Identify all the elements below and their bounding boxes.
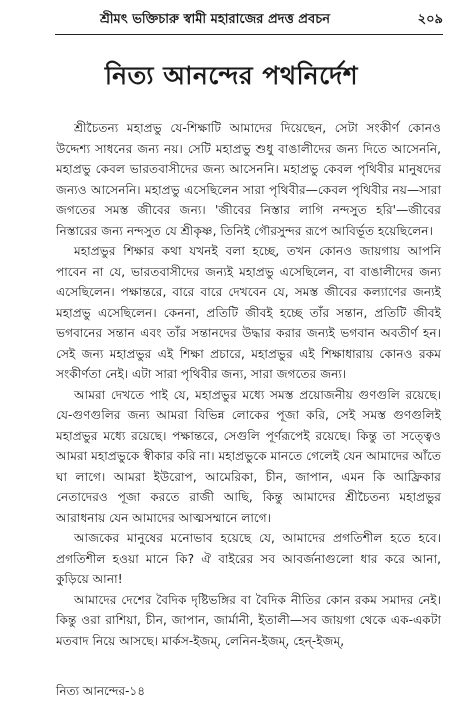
paragraph: মহাপ্রভুর শিক্ষার কথা যখনই বলা হচ্ছে, তখন কোনও জায়গায় আপনি পাবেন না যে, ভারতবাসীদের জন্যই মহাপ্রভু এসেছিলেন, বা বাঙালীদের জন্য এসেছিলেন। পক্ষান্তরে, বারে বারে দেখবেন যে, সমস্ত জীবের কল্যাণের জন্যই মহাপ্রভু এসেছিলেন। কেননা, প্রতিটি জীবই হচ্ছে তাঁর সন্তান, প্রতিটি জীবই ভগবানের সন্তান এবং তাঁর সন্তানদের উদ্ধার করার জন্যই ভগবান অবতীর্ণ হন। সেই জন্য মহাপ্রভুর এই শিক্ষা প্রচারে, মহাপ্রভুর এই শিক্ষাধারায় কোনও রকম সংকীর্ণতা নেই। এটা সারা পৃথিবীর জন্য, সারা জগতের জন্য।	[56, 244, 441, 381]
body-text	[56, 118, 441, 651]
header-rule	[55, 34, 443, 35]
paragraph: শ্রীচৈতন্য মহাপ্রভু যে-শিক্ষাটি আমাদের দিয়েছেন, সেটা সংকীর্ণ কোনও উদ্দেশ্য সাধনের জন্য নয়। সেটি মহাপ্রভু শুধু বাঙালীদের জন্য দিতে আসেননি, মহাপ্রভু কেবল ভারতবাসীদের জন্য আসেননি। মহাপ্রভু কেবল পৃথিবীর মানুষদের জন্যও আসেননি। মহাপ্রভু এসেছিলেন সারা পৃথিবীর—কেবল পৃথিবীর নয়—সারা জগতের সমস্ত জীবের জন্য। 'জীবের নিস্তার লাগি নন্দসুত হরি'—জীবের নিস্তারের জন্য নন্দসুত যে শ্রীকৃষ্ণ, তিনিই গৌরসুন্দর রূপে আবির্ভূত হয়েছিলেন।	[56, 121, 441, 238]
running-title: শ্রীমৎ ভক্তিচারু স্বামী মহারাজের প্রদত্ত প্রবচন	[100, 12, 331, 27]
running-header	[60, 10, 443, 32]
chapter-title: নিত্য আনন্দের পথনির্দেশ	[104, 61, 359, 90]
footer-signature: নিত্য আনন্দের-১৪	[56, 684, 146, 698]
page-number: ২০৯	[417, 12, 443, 27]
paragraph: আমাদের দেশের বৈদিক দৃষ্টিভঙ্গির বা বৈদিক নীতির কোন রকম সমাদর নেই। কিন্তু ওরা রাশিয়া, চীন, জাপান, জার্মানী, ইতালী—সব জায়গা থেকে এক-একটা মতবাদ নিয়ে আসছে। মার্কস-ইজম্, লেনিন-ইজম্, হেন্-ইজম্,	[56, 592, 441, 648]
paragraph: আজকের মানুষের মনোভাব হয়েছে যে, আমাদের প্রগতিশীল হতে হবে। প্রগতিশীল হওয়া মানে কি? ঐ বাইরের সব আবর্জনাগুলো ধার করে আনা, কুড়িয়ে আনা!	[56, 531, 441, 586]
paragraph: আমরা দেখতে পাই যে, মহাপ্রভুর মধ্যে সমস্ত প্রয়োজনীয় গুণগুলি রয়েছে। যে-গুণগুলির জন্য আমরা বিভিন্ন লোকের পূজা করি, সেই সমস্ত গুণগুলিই মহাপ্রভুর মধ্যে রয়েছে। পক্ষান্তরে, সেগুলি পূর্ণরূপেই রয়েছে। কিন্তু তা সত্ত্বেও আমরা মহাপ্রভুকে স্বীকার করি না। মহাপ্রভুকে মানতে গেলেই যেন আমাদের আঁতে ঘা লাগে। আমরা ইউরোপ, আমেরিকা, চীন, জাপান, এমন কি আফ্রিকার নেতাদেরও পূজা করতে রাজী আছি, কিন্তু আমাদের শ্রীচৈতন্য মহাপ্রভুর আরাধনায় যেন আমাদের আত্মসম্মানে লাগে।	[56, 387, 442, 525]
